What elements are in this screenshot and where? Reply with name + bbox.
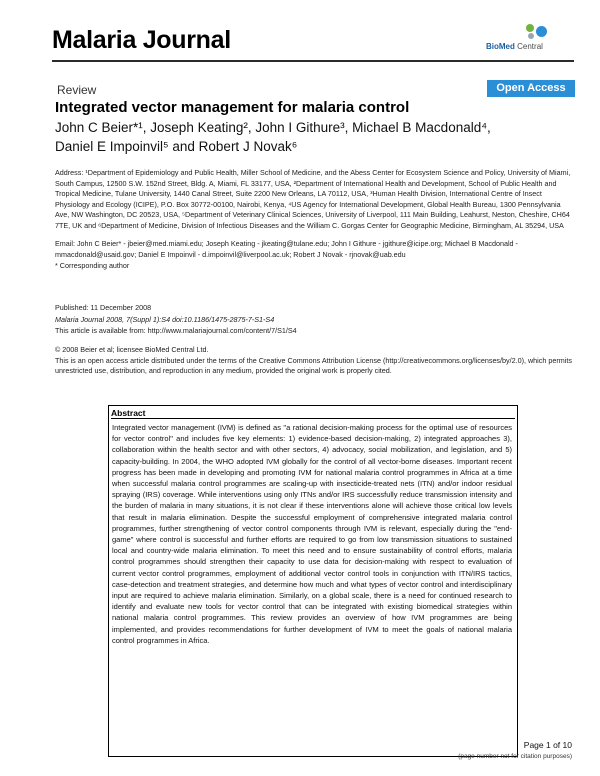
publisher-name xyxy=(486,42,543,51)
abstract-text: Integrated vector management (IVM) is defined as "a rational decision-making process for the optimal use of resources for vector control" and includes five key elements: 1) evidence-based decision-making, 2) integrated approaches 3), collaboration within the health sector and with other sectors, 4) advocacy, social mobilization, and legislation, and 5) capacity-building. In 2004, the WHO adopted IVM globally for the control of all vector-borne diseases. Important recent progress has been made in developing and promoting IVM for national malaria control programmes in Africa at a time when successful malaria control programmes are scaling-up with insecticide-treated nets (ITN) and/or indoor residual spraying (IRS) coverage. While interventions using only ITNs and/or IRS successfully reduce transmission intensity and the burden of malaria in many situations, it is not clear if these interventions alone will achieve those critical low levels that result in malaria elimination. Despite the successful employment of comprehensive integrated malaria control programmes, further strengthening of vector control components through IVM is relevant, especially during the "end-game" where control is successful and further efforts are required to go from low transmission situations to sustained local and country-wide malaria elimination. To meet this need and to ensure sustainability of control efforts, malaria control programmes should strengthen their capacity to use data for decision-making with respect to evaluation of current vector control programmes, employment of additional vector control tools in conjunction with ITN/IRS tactics, case-detection and treatment strategies, and determine how much and what types of vector control and interdisciplinary input are required to achieve malaria elimination. Similarly, on a global scale, there is a need for continued research to identify and evaluate new tools for vector control that can be integrated with existing biomedical strategies within national malaria control programmes. This review provides an overview of how IVM programmes are being implemented, and provides recommendations for further development of IVM to meet the goals of national malaria control programmes in Africa. xyxy=(112,423,512,645)
author-emails: Email: John C Beier* - jbeier@med.miami.edu; Joseph Keating - jkeating@tulane.edu; John I Githure - jgithure@icipe.org; Michael B Macdonald - mmacdonald@usaid.gov; Daniel E Impoinvil - d.impoinvil@liverpool.ac.uk; Robert J Novak - rjnovak@uab.edu xyxy=(55,239,518,259)
logo-circle-grey xyxy=(528,33,534,39)
article-title: Integrated vector management for malaria control xyxy=(55,99,410,116)
author-list xyxy=(55,118,575,156)
authors-line-2: Daniel E Impoinvil⁵ and Robert J Novak⁶ xyxy=(55,139,298,154)
corresponding-author-note: * Corresponding author xyxy=(55,261,130,270)
citation: Malaria Journal 2008, 7(Suppl 1):S4 doi:10.1186/1475-2875-7-S1-S4 xyxy=(55,315,275,324)
copyright-line: © 2008 Beier et al; licensee BioMed Central Ltd. xyxy=(55,345,209,354)
logo-circle-blue xyxy=(536,26,547,37)
page-number-note: (page number not for citation purposes) xyxy=(458,753,572,760)
biomed-central-logo xyxy=(484,22,574,54)
abstract-heading: Abstract xyxy=(111,408,146,418)
logo-circle-green xyxy=(526,24,534,32)
license-statement: This is an open access article distributed under the terms of the Creative Commons Attribution License (http://creativecommons.org/licenses/by/2.0), which permits unrestricted use, distribution, and reproduction in any medium, provided the original work is properly cited. xyxy=(55,355,572,376)
authors-line-1: John C Beier*¹, Joseph Keating², John I Githure³, Michael B Macdonald⁴, xyxy=(55,120,491,135)
published-date: Published: 11 December 2008 xyxy=(55,303,152,312)
publisher-name-suffix: Central xyxy=(517,42,543,51)
header-divider xyxy=(52,60,574,62)
open-access-badge: Open Access xyxy=(487,80,575,97)
article-type: Review xyxy=(57,83,97,97)
page-number: Page 1 of 10 xyxy=(523,740,572,750)
article-url[interactable]: This article is available from: http://www.malariajournal.com/content/7/S1/S4 xyxy=(55,326,297,335)
copyright-notice xyxy=(55,345,575,377)
journal-title: Malaria Journal xyxy=(52,26,231,54)
author-affiliations: Address: ¹Department of Epidemiology and Public Health, Miller School of Medicine, and the Abess Center for Ecosystem Science and Policy, University of Miami, South Campus, 12500 S.W. 152nd Street, Bldg. A, Miami, FL 33177, USA, ²Department of International Health and Development, School of Public Health and Tropical Medicine, Tulane University, 1440 Canal Street, Suite 2200 New Orleans, LA 70112, USA, ³Human Health Division, International Centre of Insect Physiology and Ecology (ICIPE), P.O. Box 30772-00100, Nairobi, Kenya, ⁴US Agency for International Development, Global Health Bureau, 1300 Pennsylvania Ave, NW Washington, DC 20523, USA, ⁵Department of Veterinary Clinical Sciences, University of Liverpool, 111 Main Building, Leahurst, Neston, Cheshire, CH64 7TE, UK and ⁶Department of Medicine, Division of Infectious Diseases and the William C. Gorgas Center for Geographic Medicine, Birmingham, AL 35294, USA xyxy=(55,168,571,230)
publisher-name-prefix: BioMed xyxy=(486,42,515,51)
abstract-divider xyxy=(111,418,515,419)
